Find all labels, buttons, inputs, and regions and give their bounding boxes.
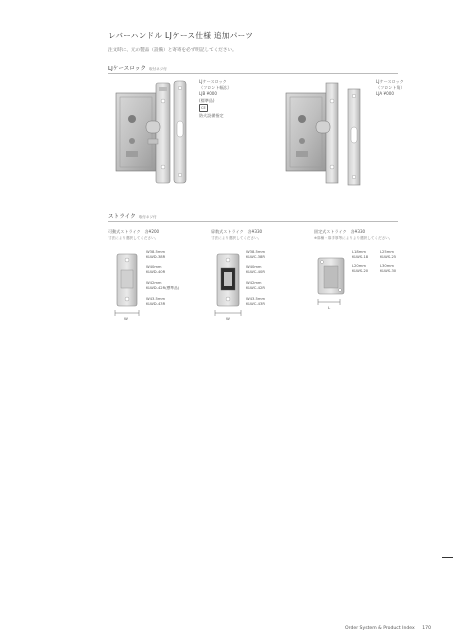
strike-group-title: 可動式ストライク 各¥200 [108,229,160,234]
strike-heading-label: ストライク [108,214,136,220]
section-divider [108,73,398,74]
strike-item-code: KLWD-38R [146,255,166,260]
strike-item-code: KLWS-25 [380,255,397,260]
page-number: 170 [422,626,431,631]
lj-case-heading-note: 取付ネジ付 [148,67,167,71]
strike-heading [108,212,157,220]
strike-item [246,281,265,292]
lj-left-ce-caption: 防火設備指定 [199,113,224,119]
strike-group-note: 寸法により選択してください。 [211,236,262,240]
strike-item [146,250,165,261]
strike-item-code: KLWS-18 [352,255,369,260]
dimension-label-w: W [226,316,230,321]
strike-item [352,264,368,275]
front-plate-square-image [346,87,362,187]
strike-item-code: KLWC-43R [246,302,265,307]
strike-group-title: 固定式ストライク 各¥330 [314,229,366,234]
strike-item-size: W43.5mm [246,297,266,301]
dimension-label-w: W [124,316,128,321]
strike-item [146,297,165,308]
lj-left-standard: (標準品) [199,97,215,103]
strike-item [246,297,265,308]
dimension-label-l: L [328,305,331,310]
strike-item-size: W42mm [246,281,262,285]
strike-item [146,265,165,276]
strike-item-code: KLWD-43R [146,302,166,307]
strike-item [246,250,265,261]
movable-strike-image [115,252,139,308]
strike-item-size: W40mm [246,265,262,269]
strike-item [380,264,396,275]
lj-case-lock-wide-image [112,79,202,187]
strike-item [352,250,368,261]
strike-item-size: W38.5mm [146,250,166,254]
ce-mark-icon: CE [199,104,208,112]
strike-item-code: KLWS-20 [352,269,369,274]
front-plate-wide-image [172,79,188,185]
strike-item [146,281,179,292]
strike-group-note: ※扉種・扉手厚等によりより選択してください。 [314,236,393,240]
lj-left-variant: （フロント幅広） [199,85,232,91]
lj-case-heading [108,64,167,72]
section-divider [108,221,398,222]
strike-item-size: L18mm [352,250,366,254]
adjustable-strike-image [215,252,241,308]
strike-item [380,250,396,261]
page-edge-marker [442,557,453,558]
lj-left-name: LJケースロック [199,79,227,84]
lj-left-price: LJB ¥000 [199,91,218,97]
strike-item-code: KLWD-42R(標準品) [146,286,180,291]
page-title: レバーハンドル LJケース仕様 追加パーツ [108,31,254,40]
strike-item [246,265,265,276]
strike-item-code: KLWC-38R [246,255,265,260]
lj-case-heading-label: LJケースロック [108,66,146,72]
strike-item-code: KLWC-40R [246,270,265,275]
strike-item-code: KLWS-30 [380,269,397,274]
strike-heading-note: 取付ネジ付 [138,215,157,219]
strike-group-note: 寸法により選択してください。 [108,236,159,240]
strike-item-size: W43.5mm [146,297,166,301]
strike-item-size: L20mm [352,264,366,268]
lj-right-price: LJA ¥000 [376,91,394,97]
page-subtitle: 注文時に、元の製品（設備）と寄寄を必ず明記してください。 [108,48,237,53]
lj-left-info [199,79,269,119]
lj-right-name: LJケースロック [376,79,404,84]
lj-case-lock-square-image [284,79,344,187]
strike-item-size: L25mm [380,250,394,254]
strike-item-size: W38.5mm [246,250,266,254]
strike-group-title: 扉数式ストライク 各¥330 [211,229,263,234]
lj-right-variant: （フロント角） [376,85,405,91]
fixed-strike-image [316,256,346,296]
footer-label: Order System & Product Index [345,626,415,631]
lj-right-info [376,79,436,98]
strike-item-size: L30mm [380,264,394,268]
strike-item-code: KLWD-40R [146,270,166,275]
strike-item-size: W40mm [146,265,162,269]
strike-item-size: W42mm [146,281,162,285]
page-footer [345,626,431,631]
strike-item-code: KLWC-42R [246,286,265,291]
